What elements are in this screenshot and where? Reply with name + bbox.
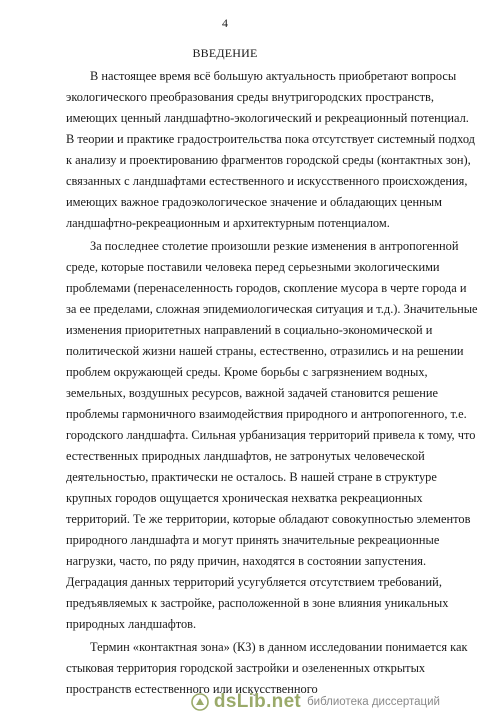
body-line: среде, которые поставили человека перед серьезными экологическими [66,260,440,274]
body-line: природного ландшафта и могут принять значительные рекреационные [66,533,440,547]
dslib-logo-icon [191,693,209,711]
dslib-watermark[interactable] [191,689,440,715]
watermark-brand: dsLib.net [213,691,302,712]
section-heading: ВВЕДЕНИЕ [192,46,258,60]
body-line: естественных природных ландшафтов, не затронутых человеческой [66,449,425,463]
body-line: за ее пределами, сложная эпидемиологическая ситуация и т.д.). Значительные [66,302,478,316]
page-number: 4 [222,16,228,30]
body-line: природных ландшафтов. [66,617,197,631]
body-line: политической жизни нашей страны, естественно, отразились и на решении [66,344,464,358]
body-line: городского ландшафта. Сильная урбанизация территорий привела к тому, что [66,428,476,442]
body-line: связанных с ландшафтами естественного и искусственного происхождения, [66,174,468,188]
body-line: крупных городов ощущается хроническая нехватка рекреационных [66,491,423,505]
watermark-subtitle: библиотека диссертаций [307,696,440,708]
body-line: к анализу и проектированию фрагментов городской среды (контактных зон), [66,153,471,167]
body-line: предъявляемых к застройке, расположенной в зоне влияния уникальных [66,596,449,610]
body-line: нагрузки, часто, по ряду причин, находятся в состоянии запустения. [66,554,427,568]
body-line: деятельностью, практически не осталось. В нашей стране в структуре [66,470,437,484]
body-line: В настоящее время всё большую актуальность приобретают вопросы [90,69,457,83]
body-line: изменения приоритетных направлений в социально-экономической и [66,323,433,337]
body-line: имеющих важное градоэкологическое значение и обладающих ценным [66,195,442,209]
body-line: проблемы гармоничного взаимодействия природного и антропогенного, т.е. [66,407,467,421]
body-line: имеющих ценный ландшафтно-экологический и рекреационный потенциал. [66,111,469,125]
body-line: стыковая территория городской застройки и озелененных открытых [66,661,426,675]
body-line: Деградация данных территорий усугубляется отсутствием требований, [66,575,442,589]
body-line: Термин «контактная зона» (КЗ) в данном исследовании понимается как [90,640,468,654]
body-line: территорий. Те же территории, которые обладают совокупностью элементов [66,512,471,526]
body-line: земельных, воздушных ресурсов, важной задачей становится решение [66,386,439,400]
body-line: проблем окружающей среды. Кроме борьбы с загрязнением водных, [66,365,428,379]
body-line: За последнее столетие произошли резкие изменения в антропогенной [90,239,459,253]
body-line: ландшафтно-рекреационным и архитектурным потенциалом. [66,216,390,230]
body-line: В теории и практике градостроительства пока отсутствует системный подход [66,132,475,146]
body-line: проблемами (перенаселенность городов, скопление мусора в черте города и [66,281,467,295]
body-line: экологического преобразования среды внутригородских пространств, [66,90,434,104]
body-line: пространств естественного или искусственного [66,682,318,696]
